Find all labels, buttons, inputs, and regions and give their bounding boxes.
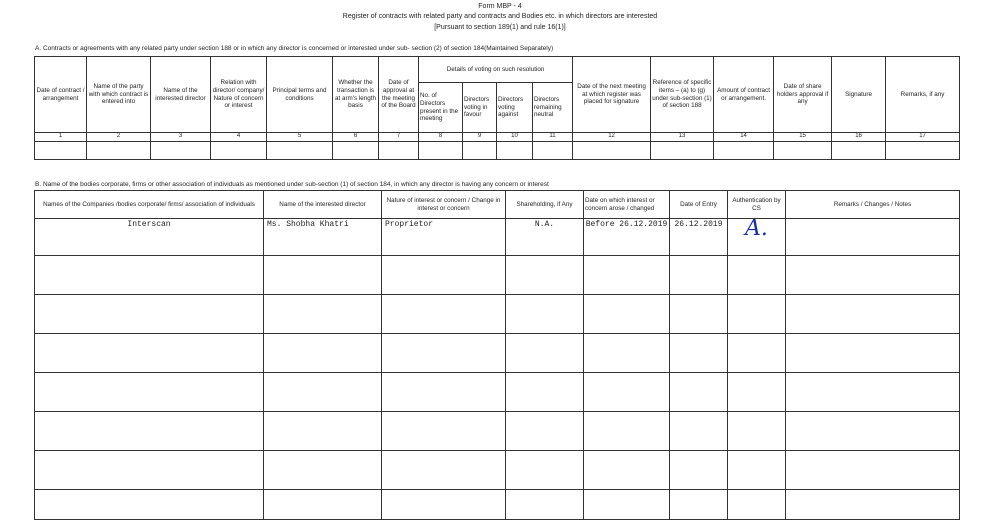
col-date-approval: Date of approval at the meeting of the Board [379,57,419,133]
col-shareholding: Shareholding, if Any [506,191,584,219]
column-number: 6 [333,133,379,142]
column-number: 3 [151,133,211,142]
column-number: 11 [533,133,573,142]
remarks-value [786,219,960,256]
col-name-of-party: Name of the party with which contract is entered into [87,57,151,133]
col-b-interested-director: Name of the interested director [264,191,382,219]
table-row [35,412,960,451]
column-number: 8 [419,133,463,142]
col-voting-details: Details of voting on such resolution [419,57,573,83]
col-nature-interest: Nature of interest or concern / Change in interest or concern [382,191,506,219]
table-row [35,373,960,412]
director-value: Ms. Shobha Khatri [264,219,382,256]
col-voting-favour: Directors voting in favour [463,83,497,133]
col-next-meeting: Date of the next meeting at which register was placed for signature [573,57,651,133]
table-row [35,490,960,520]
table-row [35,142,960,160]
col-directors-present: No. of Directors present in the meeting [419,83,463,133]
column-number: 9 [463,133,497,142]
form-rule: [Pursuant to section 189(1) and rule 16(1)] [434,24,566,31]
table-row [35,219,960,256]
table-row [35,451,960,490]
col-signature: Signature [832,57,886,133]
section-b-table [34,190,960,520]
col-authentication: Authentication by CS [728,191,786,219]
col-reference-items: Reference of specific items – (a) to (g) under sub-section (1) of section 188 [651,57,714,133]
column-number: 1 [35,133,87,142]
table-row [35,295,960,334]
col-shareholders-approval: Date of share holders approval if any [774,57,832,133]
section-a-title: A. Contracts or agreements with any related party under section 188 or in which any director is concerned or interested under sub- section (2) of section 184(Maintained Separately) [35,45,554,52]
col-voting-against: Directors voting against [497,83,533,133]
column-number: 15 [774,133,832,142]
table-row [35,334,960,373]
section-a-table [34,56,960,160]
shareholding-value: N.A. [506,219,584,256]
date-entry-value: 26.12.2019 [670,219,728,256]
column-number: 2 [87,133,151,142]
col-arms-length: Whether the transaction is at arm's length basis [333,57,379,133]
col-principal-terms: Principal terms and conditions [267,57,333,133]
col-date-entry: Date of Entry [670,191,728,219]
col-remarks: Remarks, if any [886,57,960,133]
section-b-title: B. Name of the bodies corporate, firms or other association of individuals as mentioned under sub-section (1) of section 184, in which any director is having any concern or interest [35,181,549,188]
col-company-name: Names of the Companies /bodies corporate/ firms/ association of individuals [35,191,264,219]
column-number: 10 [497,133,533,142]
cs-signature: A. [728,219,786,256]
form-number: Form MBP - 4 [478,3,522,10]
company-value: Interscan [35,219,264,256]
col-amount: Amount of contract or arrangement. [714,57,774,133]
column-number: 5 [267,133,333,142]
column-number: 4 [211,133,267,142]
column-number-row [35,133,960,142]
col-interested-director: Name of the interested director [151,57,211,133]
column-number: 12 [573,133,651,142]
column-number: 7 [379,133,419,142]
col-neutral: Directors remaining neutral [533,83,573,133]
col-date-arose: Date on which interest or concern arose / changed [584,191,670,219]
column-number: 17 [886,133,960,142]
form-title: Register of contracts with related party and contracts and Bodies etc. in which directors are interested [342,13,658,20]
column-number: 16 [832,133,886,142]
table-row [35,256,960,295]
date-arose-value: Before 26.12.2019 [584,219,670,256]
col-relation: Relation with director/ company/ Nature of concern or interest [211,57,267,133]
col-date-of-contract: Date of contract / arrangement [35,57,87,133]
column-number: 14 [714,133,774,142]
col-b-remarks: Remarks / Changes / Notes [786,191,960,219]
column-number: 13 [651,133,714,142]
nature-value: Proprietor [382,219,506,256]
